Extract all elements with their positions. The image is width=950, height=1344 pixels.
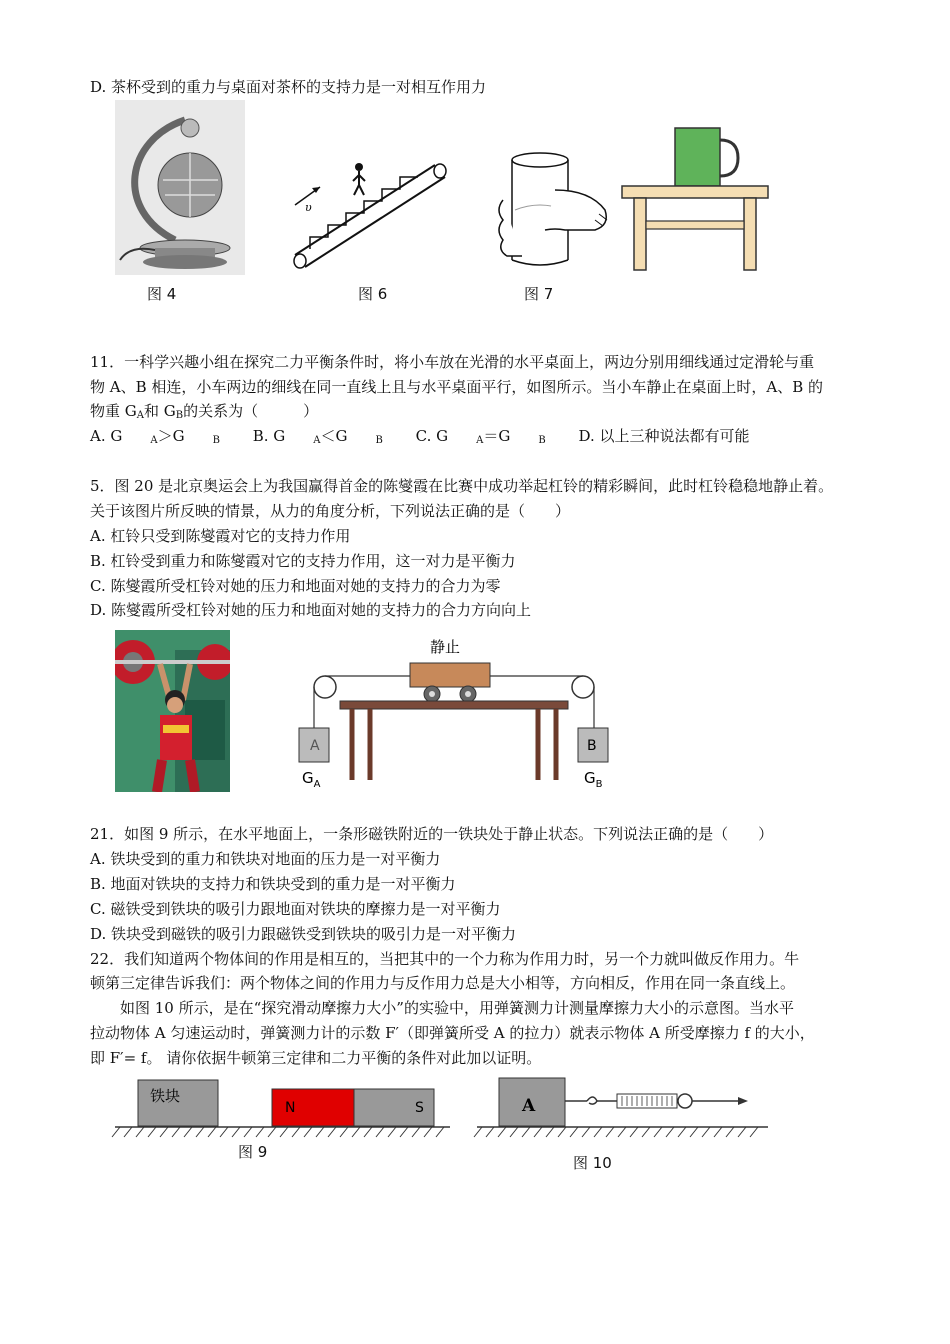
q5-line-1: 5．图 20 是北京奥运会上为我国赢得首金的陈燮霞在比赛中成功举起杠铃的精彩瞬间，此时杠铃稳稳地静止着。 [90,477,834,495]
q21-option-a[interactable]: A. 铁块受到的重力和铁块对地面的压力是一对平衡力 [90,850,441,868]
q11-option-a[interactable]: A. G $_A$＞G $_B$ [90,427,220,446]
figure-10-caption: 图 10 [573,1154,612,1172]
figure-10-spring-scale [472,1075,772,1145]
block-b-label: B [587,738,597,754]
q11-option-c[interactable]: C. G $_A$＝G $_B$ [415,427,546,446]
cart-pulley-figure [290,635,615,795]
velocity-label: υ [305,201,312,214]
figure-4-caption: 图 4 [147,285,177,303]
figure-6-caption: 图 6 [358,285,388,303]
option-d-text: D. 茶杯受到的重力与桌面对茶杯的支持力是一对相互作用力 [90,78,487,96]
q11-options [90,426,777,451]
q22-line-5: 即 F′= f。 请你依据牛顿第三定律和二力平衡的条件对此加以证明。 [90,1049,542,1067]
magnet-s-label: S [415,1100,424,1116]
levitating-globe-figure [115,100,245,275]
q21-text: 21．如图 9 所示，在水平地面上，一条形磁铁附近的一铁块处于静止状态。下列说法正确的是（ ） [90,825,774,843]
q11-line-3: 物重 $G_A$和 $G_B$的关系为（ ） [90,402,319,421]
q11-line-1: 11．一科学兴趣小组在探究二力平衡条件时，将小车放在光滑的水平桌面上，两边分别用细线通过定滑轮与重 [90,353,815,371]
figure-9-iron-magnet [110,1075,455,1145]
magnet-n-label: N [285,1100,296,1116]
q11-line-2: 物 A、B 相连，小车两边的细线在同一直线上且与水平桌面平行，如图所示。当小车静止在桌面上时，A、B 的 [90,378,824,396]
cup-on-table-figure [620,125,770,273]
q22-line-2: 顿第三定律告诉我们：两个物体之间的作用力与反作用力总是大小相等，方向相反，作用在同一条直线上。 [90,974,796,992]
q5-option-b[interactable]: B. 杠铃受到重力和陈燮霞对它的支持力作用，这一对力是平衡力 [90,552,516,570]
weight-b-label: $G_B$ [584,769,603,790]
q5-option-d[interactable]: D. 陈燮霞所受杠铃对她的压力和地面对她的支持力的合力方向向上 [90,601,532,619]
q22-line-1: 22．我们知道两个物体间的作用是相互的，当把其中的一个力称为作用力时，另一个力就叫做反作用力。牛 [90,950,800,968]
q5-option-c[interactable]: C. 陈燮霞所受杠铃对她的压力和地面对她的支持力的合力为零 [90,577,501,595]
q5-line-2: 关于该图片所反映的情景，从力的角度分析，下列说法正确的是（ ） [90,502,571,520]
q11-option-b[interactable]: B. G $_A$＜G $_B$ [252,427,383,446]
static-label: 静止 [430,638,461,656]
hand-cup-figure [495,150,615,275]
q22-line-4: 拉动物体 A 匀速运动时，弹簧测力计的示数 F′（即弹簧所受 A 的拉力）就表示物体 A 所受摩擦力 f 的大小， [90,1024,815,1042]
q21-option-d[interactable]: D. 铁块受到磁铁的吸引力跟磁铁受到铁块的吸引力是一对平衡力 [90,925,517,943]
q5-option-a[interactable]: A. 杠铃只受到陈燮霞对它的支持力作用 [90,527,351,545]
q21-option-c[interactable]: C. 磁铁受到铁块的吸引力跟地面对铁块的摩擦力是一对平衡力 [90,900,501,918]
q21-option-b[interactable]: B. 地面对铁块的支持力和铁块受到的重力是一对平衡力 [90,875,456,893]
figure-9-caption: 图 9 [238,1143,268,1161]
block-a-label: A [522,1096,536,1116]
figure-7-caption: 图 7 [524,285,554,303]
iron-block-label: 铁块 [150,1087,181,1105]
escalator-figure [285,145,450,270]
weight-a-label: $G_A$ [302,769,321,790]
q11-option-d[interactable]: D. 以上三种说法都有可能 [578,427,750,445]
block-a-label: A [310,738,320,754]
weightlifter-photo [115,630,230,792]
q22-line-3: 如图 10 所示，是在“探究滑动摩擦力大小”的实验中，用弹簧测力计测量摩擦力大小的示意图。当水平 [120,999,794,1017]
